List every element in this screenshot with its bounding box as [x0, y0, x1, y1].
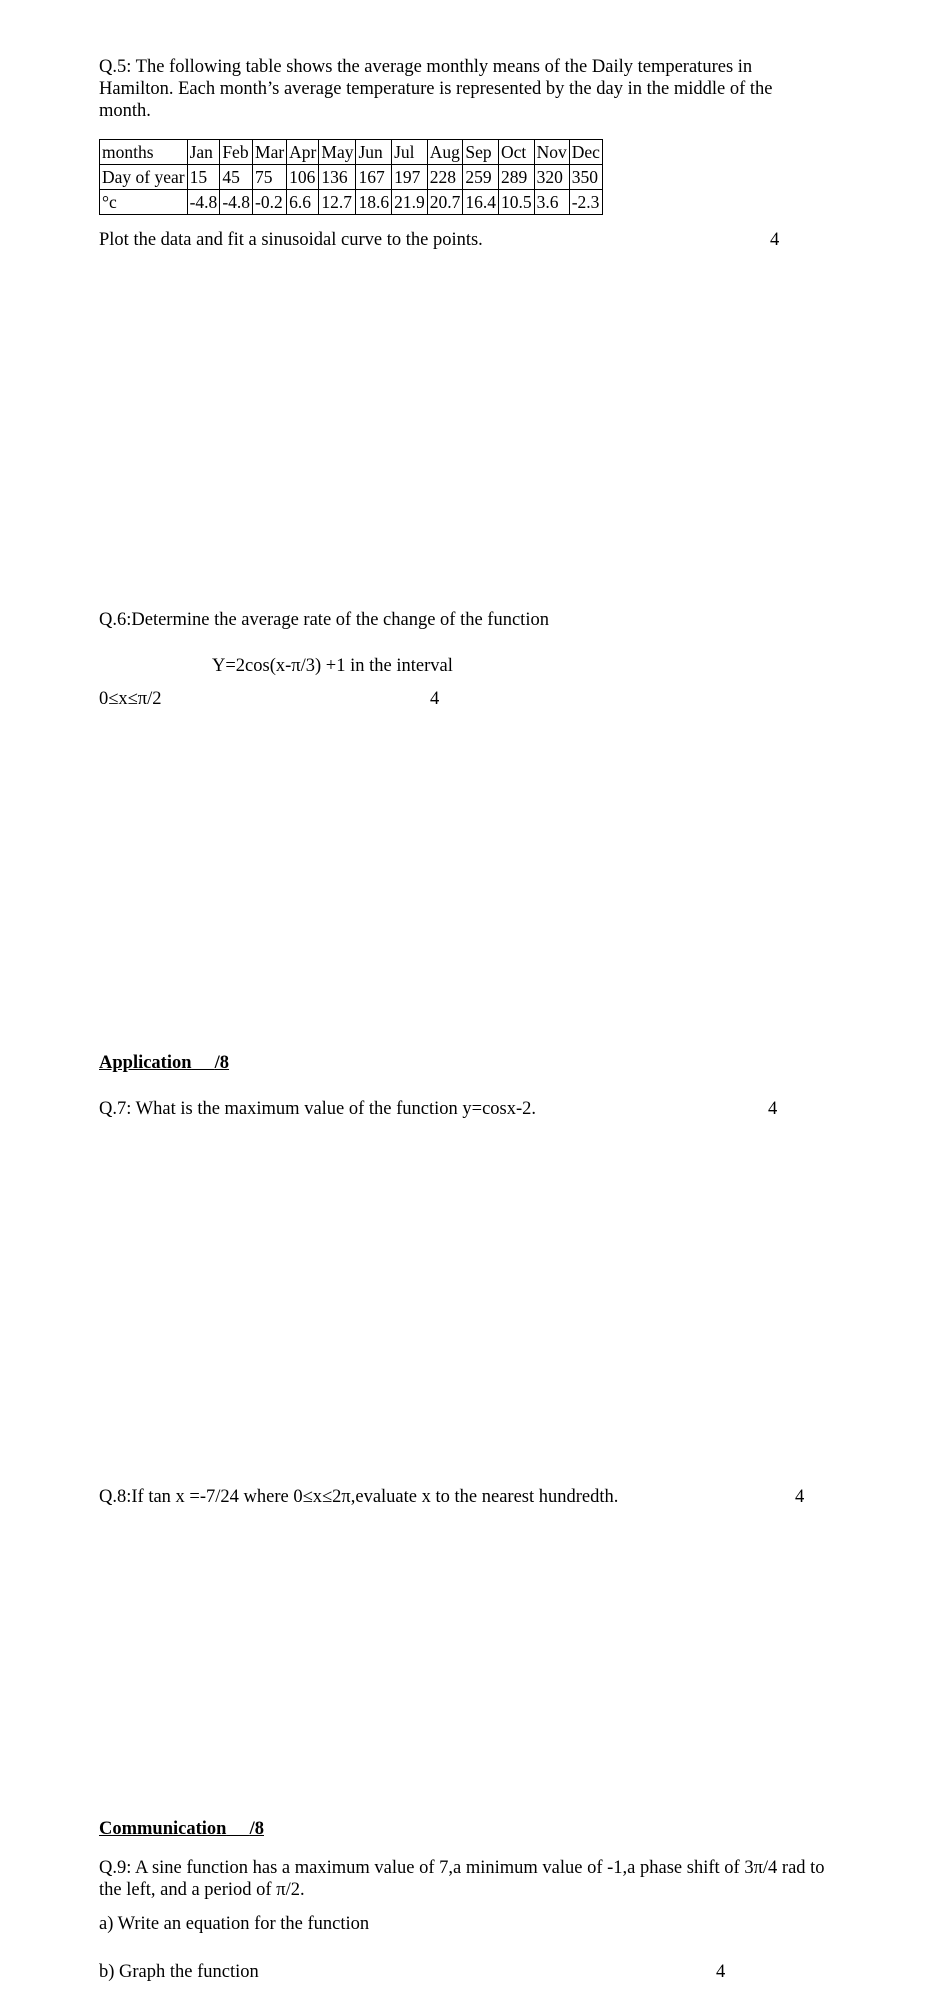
question-7-marks: 4 [768, 1099, 778, 1119]
question-5-text: Q.5: The following table shows the average monthly means of the Daily temperatures in Hamilton. Each month’s average temperature is represented by the day in the middle of the month. [99, 57, 773, 121]
question-6-marks: 4 [430, 689, 440, 709]
question-9-marks: 4 [716, 1962, 726, 1982]
question-8-marks: 4 [795, 1487, 805, 1507]
table-row-header: months [100, 140, 188, 165]
table-cell: 45 [220, 165, 253, 190]
question-5-marks: 4 [770, 230, 780, 250]
table-row [100, 190, 603, 215]
table-cell: 197 [392, 165, 428, 190]
table-cell: Oct [498, 140, 534, 165]
table-cell: 167 [356, 165, 392, 190]
table-cell: -0.2 [253, 190, 287, 215]
table-cell: 10.5 [498, 190, 534, 215]
table-row [100, 165, 603, 190]
table-cell: 12.7 [319, 190, 356, 215]
question-7-text: Q.7: What is the maximum value of the function y=cosx-2. [99, 1099, 537, 1119]
temperature-table [99, 139, 603, 215]
table-cell: Mar [253, 140, 287, 165]
table-cell: Sep [463, 140, 499, 165]
table-cell: -4.8 [187, 190, 220, 215]
table-cell: 15 [187, 165, 220, 190]
table-cell: 350 [569, 165, 602, 190]
table-cell: Jan [187, 140, 220, 165]
table-cell: Nov [534, 140, 569, 165]
table-cell: Dec [569, 140, 602, 165]
table-cell: Jun [356, 140, 392, 165]
table-cell: 75 [253, 165, 287, 190]
table-cell: Apr [287, 140, 319, 165]
question-9-part-b: b) Graph the function [99, 1962, 259, 1982]
table-cell: 320 [534, 165, 569, 190]
table-cell: 3.6 [534, 190, 569, 215]
question-6-text: Q.6:Determine the average rate of the change of the function [99, 610, 549, 630]
question-8-text: Q.8:If tan x =-7/24 where 0≤x≤2π,evaluate x to the nearest hundredth. [99, 1487, 619, 1507]
table-cell: 136 [319, 165, 356, 190]
question-5-instruction: Plot the data and fit a sinusoidal curve to the points. [99, 230, 483, 250]
table-row-header: Day of year [100, 165, 188, 190]
table-cell: -4.8 [220, 190, 253, 215]
table-cell: 18.6 [356, 190, 392, 215]
table-cell: Aug [427, 140, 463, 165]
question-6-interval: 0≤x≤π/2 [99, 689, 162, 709]
table-cell: 16.4 [463, 190, 499, 215]
table-cell: 20.7 [427, 190, 463, 215]
application-heading: Application /8 [99, 1053, 230, 1073]
communication-heading: Communication /8 [99, 1819, 264, 1839]
table-cell: 106 [287, 165, 319, 190]
table-cell: 6.6 [287, 190, 319, 215]
table-cell: Jul [392, 140, 428, 165]
table-cell: -2.3 [569, 190, 602, 215]
table-cell: 289 [498, 165, 534, 190]
table-cell: Feb [220, 140, 253, 165]
table-cell: 21.9 [392, 190, 428, 215]
question-9-part-a: a) Write an equation for the function [99, 1914, 370, 1934]
table-cell: 228 [427, 165, 463, 190]
table-cell: May [319, 140, 356, 165]
question-9-text: Q.9: A sine function has a maximum value of 7,a minimum value of -1,a phase shift of 3π/4 rad to the left, and a period of π/2. [99, 1858, 825, 1900]
table-row [100, 140, 603, 165]
table-row-header: °c [100, 190, 188, 215]
table-cell: 259 [463, 165, 499, 190]
question-6-function: Y=2cos(x-π/3) +1 in the interval [212, 656, 453, 676]
